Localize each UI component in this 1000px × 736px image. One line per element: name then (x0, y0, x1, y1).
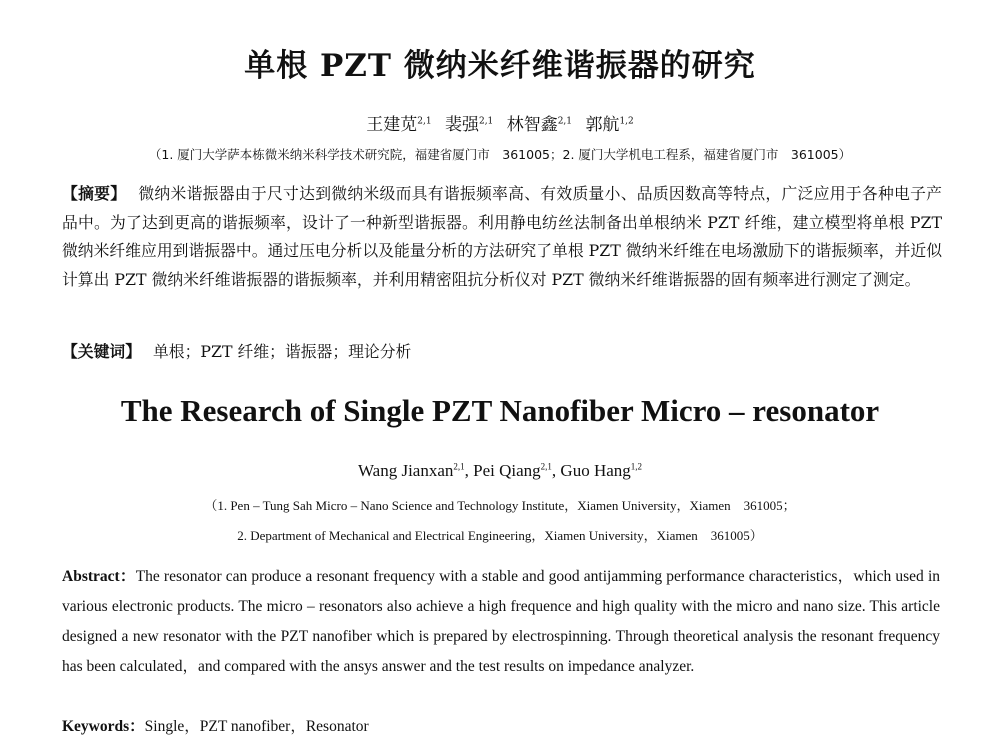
english-title: The Research of Single PZT Nanofiber Micro – resonator (120, 393, 880, 428)
chinese-abstract (62, 180, 942, 294)
english-affiliation-2: 2. Department of Mechanical and Electrical Engineering，Xiamen University，Xiamen 361005） (237, 528, 763, 543)
author-affiliation-mark: 1,2 (630, 461, 643, 472)
abstract-label: Abstract： (62, 568, 136, 585)
abstract-text: 微纳米谐振器由于尺寸达到微纳米级而具有谐振频率高、有效质量小、品质因数高等特点，广泛应用于各种电子产品中。为了达到更高的谐振频率，设计了一种新型谐振器。利用静电纺丝法制备出单根纳米 PZT 纤维，建立模型将单根 PZT 微纳米纤维应用到谐振器中。通过压电分析以及能量分析的方法研究了单根 PZT 微纳米纤维在电场激励下的谐振频率，并近似计算出 PZT 微纳米纤维谐振器的谐振频率，并利用精密阻抗分析仪对 PZT 微纳米纤维谐振器的固有频率进行测定了测定。 (62, 184, 942, 289)
keywords-text: Single，PZT nanofiber，Resonator (144, 718, 369, 735)
english-keywords (62, 714, 940, 736)
abstract-text: The resonator can produce a resonant frequency with a stable and good antijamming performance characteristics，which used in various electronic products. The micro – resonators also achieve a high frequence and high quality with the micro and nano size. This article designed a new resonator with the PZT nanofiber which is prepared by electrospinning. Through theoretical analysis the resonant frequency has been calculated，and compared with the ansys answer and the test results on impedance analyzer. (62, 568, 940, 675)
english-affiliation-1: （1. Pen – Tung Sah Micro – Nano Science and Technology Institute，Xiamen University，Xiamen 361005； (204, 498, 796, 513)
author-affiliation-mark: 2,1 (478, 116, 494, 127)
author-name: Guo Hang (560, 461, 631, 480)
author-affiliation-mark: 2,1 (453, 461, 465, 472)
author-name: 郭航 (585, 115, 620, 135)
author-affiliation-mark: 2,1 (417, 116, 432, 127)
chinese-affiliation: （1. 厦门大学萨本栋微米纳米科学技术研究院，福建省厦门市 361005；2. 厦门大学机电工程系，福建省厦门市 361005） (148, 147, 852, 162)
keywords-label: Keywords： (62, 718, 145, 735)
author-name: 林智鑫 (506, 115, 558, 135)
author-name: 裴强 (444, 115, 479, 135)
keywords-text: 单根；PZT 纤维；谐振器；理论分析 (153, 342, 412, 361)
author-affiliation-mark: 1,2 (619, 116, 634, 127)
abstract-label: 【摘要】 (62, 184, 127, 203)
author-affiliation-mark: 2,1 (557, 116, 573, 127)
author-name: Wang Jianxan (357, 461, 454, 480)
chinese-authors (0, 110, 1000, 135)
author-name: 王建苋 (366, 115, 418, 135)
english-authors: Wang Jianxan$^{2,1}$, Pei Qiang$^{2,1}$, Guo Hang$^{1,2}$ (357, 461, 643, 480)
english-abstract (62, 562, 940, 682)
chinese-title: 单根 PZT 微纳米纤维谐振器的研究 (244, 48, 756, 84)
author-affiliation-mark: 2,1 (540, 461, 552, 472)
author-name: Pei Qiang (473, 461, 541, 480)
chinese-keywords (62, 338, 942, 367)
keywords-label: 【关键词】 (62, 342, 141, 361)
